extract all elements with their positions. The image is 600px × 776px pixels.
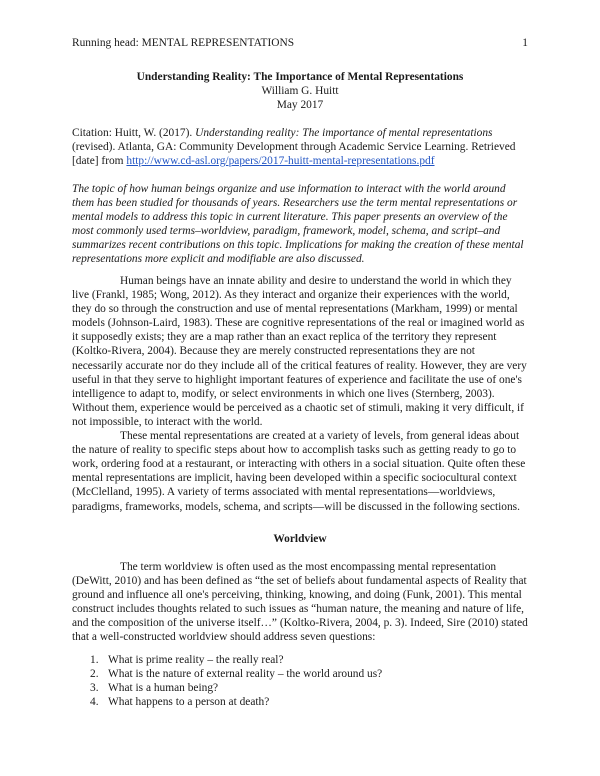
title-block <box>72 70 528 112</box>
list-item: 4. What happens to a person at death? <box>90 696 270 709</box>
paragraph: The term worldview is often used as the most encompassing mental representation (DeWitt, 2010) and has been defined as “the set of beliefs about fundamental aspects of Reality that ground and influence all one's perceiving, thinking, knowing, and doing (Funk, 2001). This mental construct includes thoughts related to such issues as “human nature, the meaning and nature of life, and the composition of the universe itself…” (Koltko-Rivera, 2004, p. 3). Indeed, Sire (2010) stated that a well-constructed worldview should address seven questions: <box>72 561 528 644</box>
body-text <box>72 274 528 514</box>
running-head: Running head: MENTAL REPRESENTATIONS <box>72 37 295 49</box>
author-name: William G. Huitt <box>261 85 339 98</box>
abstract: The topic of how human beings organize and use information to interact with the world around them has been studied for thousands of years. Researchers use the term mental representations or mental models to address this topic in current literature. This paper presents an overview of the most commonly used terms–worldview, paradigm, framework, model, schema, and script–and summarizes recent contributions on this topic. Implications for making the creation of these mental representations more explicit and modifiable are also discussed. <box>72 183 524 266</box>
citation-prefix: Citation: Huitt, W. (2017). <box>72 127 196 139</box>
list-item: 1. What is prime reality – the really real? <box>90 654 284 666</box>
citation-rest: (revised). Atlanta, GA: Community Development through Academic Service Learning. Retrieved [date] from <box>72 141 516 168</box>
list-item: 2. What is the nature of external reality – the world around us? <box>90 668 383 681</box>
paragraph: Human beings have an innate ability and desire to understand the world in which they live (Frankl, 1985; Wong, 2012). As they interact and organize their experiences with the world, they do so through the construction and use of mental representations (Markham, 1999) or mental models (Johnson-Laird, 1983). These are cognitive representations of the real or imagined world as it supposedly exists; they are a map rather than an exact replica of the territory they represent (Koltko-Rivera, 2004). Because they are merely constructed representations they are not necessarily accurate nor do they include all of the critical features of reality. However, they are very useful in that they serve to highlight important features of experience and facilitate the use of one's intelligence to adapt to, modify, or select environments in which one lives (Sternberg, 2003). Without them, experience would be perceived as a chaotic set of stimuli, making it very difficult, if not impossible, to interact with the world. <box>72 275 527 428</box>
questions-list <box>72 653 528 709</box>
page-number: 1 <box>522 37 528 49</box>
section-heading: Worldview <box>273 533 327 545</box>
worldview-section <box>72 560 528 645</box>
citation <box>72 126 528 168</box>
citation-title: Understanding reality: The importance of mental representations <box>195 127 493 139</box>
citation-url-link[interactable]: http://www.cd-asl.org/papers/2017-huitt-mental-representations.pdf <box>126 155 435 168</box>
page-header <box>72 36 528 50</box>
list-item: 3. What is a human being? <box>90 682 219 695</box>
paper-title: Understanding Reality: The Importance of Mental Representations <box>136 71 464 83</box>
paragraph: These mental representations are created at a variety of levels, from general ideas about the nature of reality to specific steps about how to accomplish tasks such as getting ready to go to work, ordering food at a restaurant, or interacting with others in a social situation. Quite often these mental representations are implicit, having been developed within a specific sociocultural context (McClelland, 1995). A variety of terms associated with mental representations—worldviews, paradigms, frameworks, models, schema, and scripts—will be discussed in the following sections. <box>72 430 526 513</box>
publication-date: May 2017 <box>276 99 324 112</box>
